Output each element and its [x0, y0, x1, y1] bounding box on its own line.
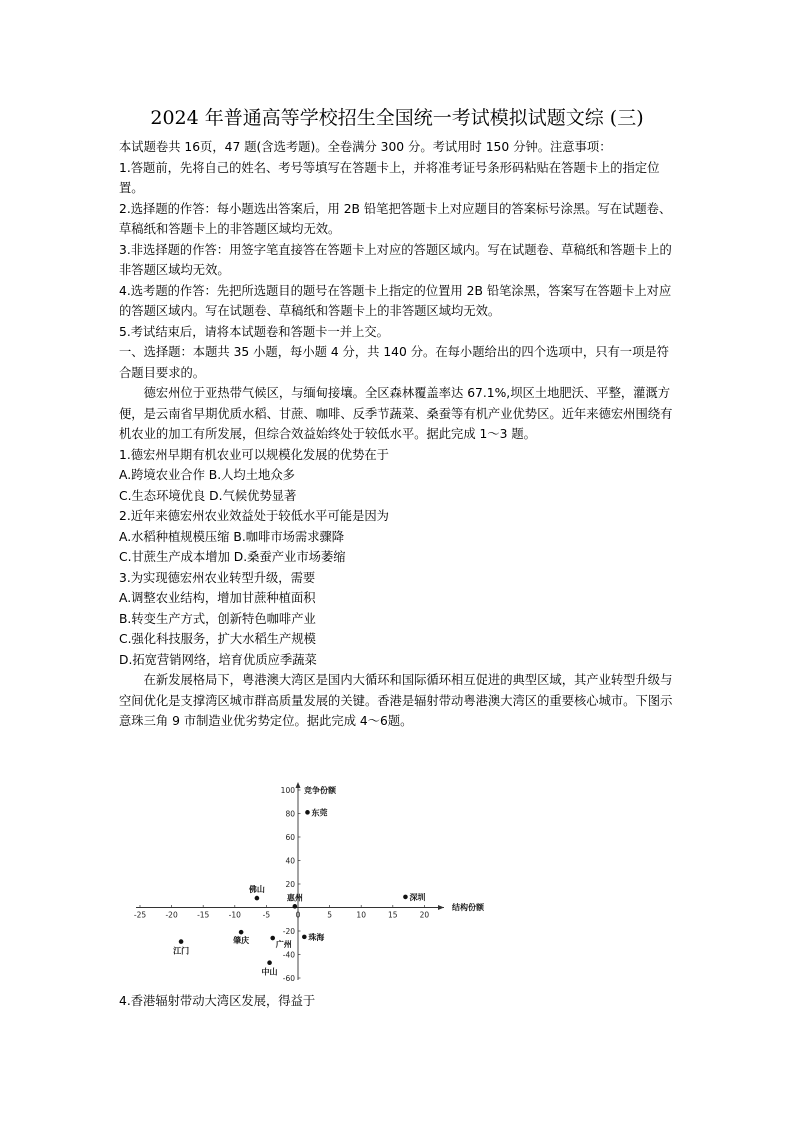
- x-tick-label: -10: [228, 910, 241, 920]
- question-option: A.调整农业结构，增加甘蔗种植面积: [119, 591, 316, 605]
- city-point: [403, 895, 408, 900]
- instruction-line: 4.选考题的作答：先把所选题目的题号在答题卡上指定的位置用 2B 铅笔涂黑，答案写在答题卡上对应的答题区域内。写在试题卷、草稿纸和答题卡上的非答题区域均无效。: [119, 283, 672, 318]
- x-tick-label: 20: [419, 910, 430, 920]
- question-option: D.拓宽营销网络，培育优质应季蔬菜: [119, 652, 317, 667]
- question-option: A.水稻种植规模压缩 B.咖啡市场需求骤降: [119, 529, 345, 544]
- x-tick-label: 5: [327, 910, 332, 920]
- y-tick-label: 20: [285, 879, 295, 889]
- passage-gba: 在新发展格局下，粤港澳大湾区是国内大循环和国际循环相互促进的典型区域，其产业转型升级与空间优化是支撑湾区城市群高质量发展的关键。香港是辐射带动粤港澳大湾区的重要核心城市。下图示意珠三角 9 市制造业优劣势定位。据此完成 4～6题。: [119, 673, 673, 728]
- scatter-chart-svg: [116, 772, 496, 990]
- x-tick-label: 15: [388, 910, 398, 920]
- x-axis-title: 结构份额: [452, 903, 484, 912]
- passage-dehong: 德宏州位于亚热带气候区，与缅甸接壤。全区森林覆盖率达 67.1%,坝区土地肥沃、平整，灌溉方便，是云南省早期优质水稻、甘蔗、咖啡、反季节蔬菜、桑蚕等有机产业优势区。近年来德宏州围绕有机农业的加工有所发展，但综合效益始终处于较低水平。据此完成 1～3 题。: [119, 386, 673, 441]
- x-tick-label: 10: [356, 910, 366, 920]
- city-point: [267, 960, 272, 965]
- city-label: 珠海: [308, 932, 325, 942]
- x-tick-label: -15: [197, 910, 210, 920]
- y-tick-label: 100: [280, 785, 295, 795]
- city-label: 佛山: [248, 885, 265, 895]
- city-label: 惠州: [286, 893, 303, 903]
- y-tick-label: 60: [285, 832, 295, 842]
- city-label: 中山: [261, 967, 278, 977]
- section-heading: 一、选择题：本题共 35 小题，每小题 4 分，共 140 分。在每小题给出的四个选项中，只有一项是符合题目要求的。: [119, 345, 669, 380]
- city-point: [179, 939, 184, 944]
- instruction-line: 2.选择题的作答：每小题选出答案后，用 2B 铅笔把答题卡上对应题目的答案标号涂黑。写在试题卷、草稿纸和答题卡上的非答题区域均无效。: [119, 201, 672, 236]
- city-label: 广州: [275, 940, 292, 950]
- instructions-block: [119, 137, 677, 732]
- city-point: [302, 935, 307, 940]
- city-label: 肇庆: [233, 936, 250, 946]
- x-tick-label: 0: [295, 910, 301, 920]
- y-tick-label: -60: [282, 973, 295, 983]
- instruction-line: 本试题卷共 16页，47 题(含选考题)。全卷满分 300 分。考试用时 150 分钟。注意事项：: [119, 140, 612, 154]
- instruction-line: 1.答题前，先将自己的姓名、考号等填写在答题卡上，并将准考证号条形码粘贴在答题卡上的指定位置。: [119, 160, 660, 195]
- y-tick-label: -40: [282, 950, 295, 960]
- x-tick-label: -5: [262, 910, 271, 920]
- question-option: C.强化科技服务，扩大水稻生产规模: [119, 632, 316, 646]
- city-point: [293, 904, 298, 909]
- y-axis-title: 竞争份额: [304, 786, 336, 795]
- question-option: A.跨境农业合作 B.人均土地众多: [119, 468, 295, 482]
- x-tick-label: -25: [133, 910, 147, 920]
- x-tick-label: -20: [165, 910, 178, 920]
- question-option: C.甘蔗生产成本增加 D.桑蚕产业市场萎缩: [119, 550, 346, 564]
- city-point: [255, 896, 260, 901]
- city-label: 江门: [173, 946, 190, 956]
- question-stem: 3.为实现德宏州农业转型升级，需要: [119, 570, 316, 585]
- scatter-chart: [116, 772, 496, 990]
- y-axis-arrow: [296, 782, 301, 788]
- y-tick-label: 80: [285, 809, 295, 819]
- x-axis-arrow: [438, 905, 444, 910]
- y-tick-label: 40: [285, 856, 295, 866]
- y-tick-label: -20: [282, 926, 295, 936]
- city-point: [305, 810, 310, 815]
- city-point: [270, 936, 275, 941]
- city-point: [239, 930, 244, 935]
- instruction-line: 3.非选择题的作答：用签字笔直接答在答题卡上对应的答题区域内。写在试题卷、草稿纸和答题卡上的非答题区域均无效。: [119, 242, 672, 277]
- city-label: 深圳: [409, 892, 426, 902]
- question-option: C.生态环境优良 D.气候优势显著: [119, 488, 297, 503]
- city-label: 东莞: [311, 808, 328, 818]
- question-stem: 2.近年来德宏州农业效益处于较低水平可能是因为: [119, 509, 389, 523]
- question-stem: 4.香港辐射带动大湾区发展，得益于: [119, 994, 316, 1008]
- question-option: B.转变生产方式，创新特色咖啡产业: [119, 611, 316, 626]
- question-stem: 1.德宏州早期有机农业可以规模化发展的优势在于: [119, 447, 389, 462]
- exam-title: 2024 年普通高等学校招生全国统一考试模拟试题文综 (三): [150, 107, 644, 129]
- instruction-line: 5.考试结束后，请将本试题卷和答题卡一并上交。: [119, 324, 389, 339]
